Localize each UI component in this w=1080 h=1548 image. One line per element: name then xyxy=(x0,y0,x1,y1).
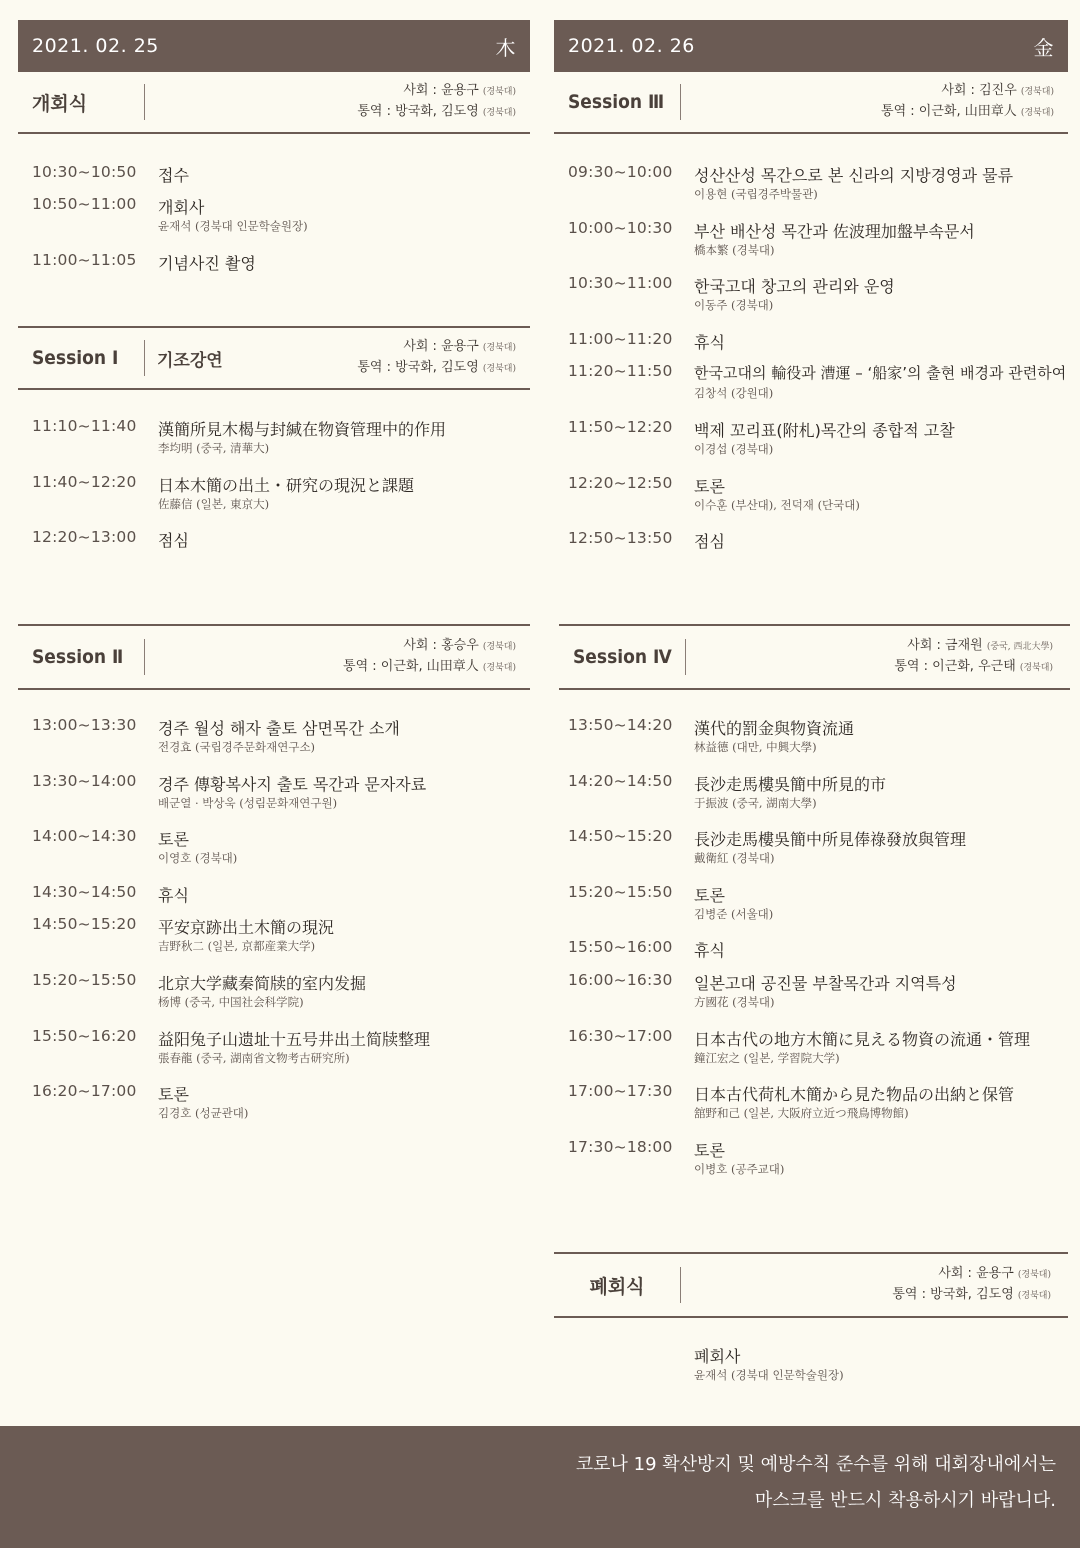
closing-items xyxy=(554,1344,1068,1394)
day1-weekday: 木 xyxy=(495,35,516,60)
item-time: 17:30~18:00 xyxy=(568,1138,673,1156)
item-title: 백제 꼬리표(附札)목간의 종합적 고찰 xyxy=(694,421,955,440)
item-time: 11:10~11:40 xyxy=(32,417,137,435)
item-time: 15:50~16:20 xyxy=(32,1027,137,1045)
session4-roles xyxy=(894,636,1053,678)
session3-roles xyxy=(881,81,1054,123)
item-time: 13:30~14:00 xyxy=(32,772,137,790)
item-speaker: 김창석 (강원대) xyxy=(694,386,774,400)
day1-column xyxy=(18,20,530,72)
session2-items xyxy=(18,716,530,1136)
item-speaker: 李均明 (중국, 清華大) xyxy=(158,441,270,455)
item-title: 토론 xyxy=(694,477,725,496)
item-speaker: 舘野和己 (일본, 大阪府立近つ飛鳥博物館) xyxy=(694,1106,909,1120)
item-title: 기념사진 촬영 xyxy=(158,254,256,273)
item-time: 10:30~10:50 xyxy=(32,163,137,181)
chair-affiliation: (중국, 西北大學) xyxy=(986,642,1053,652)
session1-header xyxy=(18,326,530,390)
divider xyxy=(144,84,145,120)
item-title: 北京大学藏秦简牍的室内发掘 xyxy=(158,974,367,993)
item-time: 13:50~14:20 xyxy=(568,716,673,734)
notice-line-2: 마스크를 반드시 착용하시기 바랍니다. xyxy=(754,1490,1056,1511)
session1-section xyxy=(18,326,530,390)
item-time: 15:20~15:50 xyxy=(568,883,673,901)
session3-name: Session Ⅲ xyxy=(568,91,665,113)
interpreter-label: 통역 : 방국화, 김도영 xyxy=(357,104,479,119)
interpreter-affiliation: (경북대) xyxy=(482,108,516,118)
item-speaker: 이동주 (경북대) xyxy=(694,298,774,312)
item-time: 15:50~16:00 xyxy=(568,938,673,956)
closing-roles xyxy=(892,1264,1051,1306)
interpreter-label: 통역 : 이근화, 우근태 xyxy=(894,659,1016,674)
chair-label: 사회 : 윤용구 xyxy=(403,339,479,354)
opening-roles xyxy=(357,81,516,123)
notice-footer xyxy=(0,1426,1080,1548)
session1-title: 기조강연 xyxy=(157,350,223,371)
item-time: 14:20~14:50 xyxy=(568,772,673,790)
chair-affiliation: (경북대) xyxy=(1017,1270,1051,1280)
item-speaker: 이경섭 (경북대) xyxy=(694,442,774,456)
item-title: 한국고대 창고의 관리와 운영 xyxy=(694,277,895,296)
closing-section xyxy=(554,1252,1068,1318)
item-title: 日本木簡の出土・研究の現況と課題 xyxy=(158,476,415,495)
item-time: 10:50~11:00 xyxy=(32,195,137,213)
interpreter-affiliation: (경북대) xyxy=(1019,663,1053,673)
item-speaker: 于振波 (중국, 湖南大學) xyxy=(694,796,817,810)
item-title: 長沙走馬樓吳簡中所見的市 xyxy=(694,775,887,794)
interpreter-label: 통역 : 방국화, 김도영 xyxy=(357,360,479,375)
item-title: 토론 xyxy=(158,1085,189,1104)
session4-items xyxy=(554,716,1068,1186)
chair-label: 사회 : 윤용구 xyxy=(938,1266,1014,1281)
chair-affiliation: (경북대) xyxy=(482,343,516,353)
divider xyxy=(685,639,686,675)
interpreter-affiliation: (경북대) xyxy=(482,364,516,374)
item-speaker: 이수훈 (부산대), 전덕재 (단국대) xyxy=(694,498,860,512)
item-time: 17:00~17:30 xyxy=(568,1082,673,1100)
divider xyxy=(680,84,681,120)
item-title: 토론 xyxy=(158,830,189,849)
session4-header xyxy=(559,624,1070,690)
item-title: 漢簡所見木楬与封緘在物資管理中的作用 xyxy=(158,420,447,439)
item-title: 일본고대 공진물 부찰목간과 지역특성 xyxy=(694,974,957,993)
session1-roles xyxy=(357,337,516,379)
item-title: 토론 xyxy=(694,886,725,905)
item-title: 접수 xyxy=(158,166,189,185)
opening-name: 개회식 xyxy=(32,92,88,115)
day1-header xyxy=(18,20,530,72)
closing-header xyxy=(554,1252,1068,1318)
item-title: 경주 傳황복사지 출토 목간과 문자자료 xyxy=(158,775,427,794)
session3-items xyxy=(554,163,1068,563)
divider xyxy=(144,639,145,675)
opening-header xyxy=(18,72,530,134)
item-title: 경주 월성 해자 출토 삼면목간 소개 xyxy=(158,719,400,738)
item-title: 휴식 xyxy=(694,941,725,960)
item-title: 日本古代荷札木簡から見た物品の出納と保管 xyxy=(694,1085,1015,1104)
item-title: 益阳兔子山遗址十五号井出土简牍整理 xyxy=(158,1030,431,1049)
item-title: 성산산성 목간으로 본 신라의 지방경영과 물류 xyxy=(694,166,1014,185)
item-time: 12:20~13:00 xyxy=(32,528,137,546)
item-title: 부산 배산성 목간과 佐波理加盤부속문서 xyxy=(694,222,975,241)
interpreter-label: 통역 : 이근화, 山田章人 xyxy=(343,659,479,674)
item-time: 14:00~14:30 xyxy=(32,827,137,845)
session2-roles xyxy=(343,636,516,678)
item-title: 개회사 xyxy=(158,198,205,217)
item-title: 휴식 xyxy=(158,886,189,905)
item-time: 10:30~11:00 xyxy=(568,274,673,292)
chair-affiliation: (경북대) xyxy=(482,642,516,652)
session1-name: Session Ⅰ xyxy=(32,347,119,369)
item-speaker: 전경효 (국립경주문화재연구소) xyxy=(158,740,316,754)
chair-affiliation: (경북대) xyxy=(482,87,516,97)
item-speaker: 이용현 (국립경주박물관) xyxy=(694,187,818,201)
item-speaker: 杨博 (중국, 中国社会科学院) xyxy=(158,995,304,1009)
item-speaker: 吉野秋二 (일본, 京都産業大学) xyxy=(158,939,316,953)
chair-affiliation: (경북대) xyxy=(1020,87,1054,97)
item-time: 16:00~16:30 xyxy=(568,971,673,989)
session1-items xyxy=(18,417,530,567)
session3-header xyxy=(554,72,1068,134)
day1-date: 2021. 02. 25 xyxy=(32,35,159,57)
item-speaker: 張春龍 (중국, 湖南省文物考古研究所) xyxy=(158,1051,350,1065)
session2-section xyxy=(18,624,530,690)
opening-section xyxy=(18,72,530,134)
interpreter-label: 통역 : 방국화, 김도영 xyxy=(892,1287,1014,1302)
item-time: 12:20~12:50 xyxy=(568,474,673,492)
item-time: 13:00~13:30 xyxy=(32,716,137,734)
item-time: 16:20~17:00 xyxy=(32,1082,137,1100)
item-time: 12:50~13:50 xyxy=(568,529,673,547)
item-speaker: 윤재석 (경북대 인문학술원장) xyxy=(694,1368,844,1382)
item-title: 日本古代の地方木簡に見える物資の流通・管理 xyxy=(694,1030,1031,1049)
item-time: 14:50~15:20 xyxy=(32,915,137,933)
item-time: 11:50~12:20 xyxy=(568,418,673,436)
day2-date: 2021. 02. 26 xyxy=(568,35,695,57)
item-title: 한국고대의 輸役과 漕運 – ‘船家’의 출현 배경과 관련하여 xyxy=(694,364,1067,382)
item-time: 09:30~10:00 xyxy=(568,163,673,181)
item-title: 휴식 xyxy=(694,333,725,352)
item-speaker: 佐藤信 (일본, 東京大) xyxy=(158,497,270,511)
day2-weekday: 金 xyxy=(1033,35,1054,60)
item-speaker: 김경호 (성균관대) xyxy=(158,1106,249,1120)
item-time: 11:20~11:50 xyxy=(568,362,673,380)
chair-label: 사회 : 금재원 xyxy=(907,638,983,653)
item-time: 14:30~14:50 xyxy=(32,883,137,901)
chair-label: 사회 : 김진우 xyxy=(941,83,1017,98)
opening-items xyxy=(18,163,530,293)
interpreter-affiliation: (경북대) xyxy=(482,663,516,673)
item-title: 平安京跡出土木簡の現況 xyxy=(158,918,335,937)
item-title: 점심 xyxy=(158,531,189,550)
item-speaker: 윤재석 (경북대 인문학술원장) xyxy=(158,219,308,233)
item-time: 11:00~11:05 xyxy=(32,251,137,269)
item-time: 11:00~11:20 xyxy=(568,330,673,348)
divider xyxy=(680,1267,681,1303)
item-title: 長沙走馬樓吳簡中所見俸祿發放與管理 xyxy=(694,830,967,849)
chair-label: 사회 : 윤용구 xyxy=(403,83,479,98)
item-speaker: 林益德 (대만, 中興大學) xyxy=(694,740,817,754)
item-speaker: 이영호 (경북대) xyxy=(158,851,238,865)
item-title: 漢代的罰金與物資流通 xyxy=(694,719,855,738)
session3-section xyxy=(554,72,1068,134)
session4-name: Session Ⅳ xyxy=(573,646,672,668)
session4-section xyxy=(559,624,1070,690)
closing-name: 폐회식 xyxy=(589,1275,645,1298)
item-speaker: 鐘江宏之 (일본, 学習院大学) xyxy=(694,1051,840,1065)
item-title: 토론 xyxy=(694,1141,725,1160)
day2-header xyxy=(554,20,1068,72)
item-time: 15:20~15:50 xyxy=(32,971,137,989)
item-title: 점심 xyxy=(694,532,725,551)
item-title: 폐회사 xyxy=(694,1347,741,1366)
item-time: 14:50~15:20 xyxy=(568,827,673,845)
divider xyxy=(144,340,145,376)
item-speaker: 戴衛紅 (경북대) xyxy=(694,851,775,865)
item-speaker: 橋本繁 (경북대) xyxy=(694,243,775,257)
item-speaker: 배군열 · 박상욱 (성림문화재연구원) xyxy=(158,796,338,810)
session2-name: Session Ⅱ xyxy=(32,646,124,668)
item-speaker: 方國花 (경북대) xyxy=(694,995,775,1009)
day2-column xyxy=(554,20,1068,72)
item-time: 16:30~17:00 xyxy=(568,1027,673,1045)
item-speaker: 이병호 (공주교대) xyxy=(694,1162,785,1176)
interpreter-affiliation: (경북대) xyxy=(1020,108,1054,118)
chair-label: 사회 : 홍승우 xyxy=(403,638,479,653)
item-time: 11:40~12:20 xyxy=(32,473,137,491)
interpreter-label: 통역 : 이근화, 山田章人 xyxy=(881,104,1017,119)
item-time: 10:00~10:30 xyxy=(568,219,673,237)
notice-line-1: 코로나 19 확산방지 및 예방수칙 준수를 위해 대회장내에서는 xyxy=(575,1454,1056,1475)
item-speaker: 김병준 (서울대) xyxy=(694,907,774,921)
session2-header xyxy=(18,624,530,690)
interpreter-affiliation: (경북대) xyxy=(1017,1291,1051,1301)
